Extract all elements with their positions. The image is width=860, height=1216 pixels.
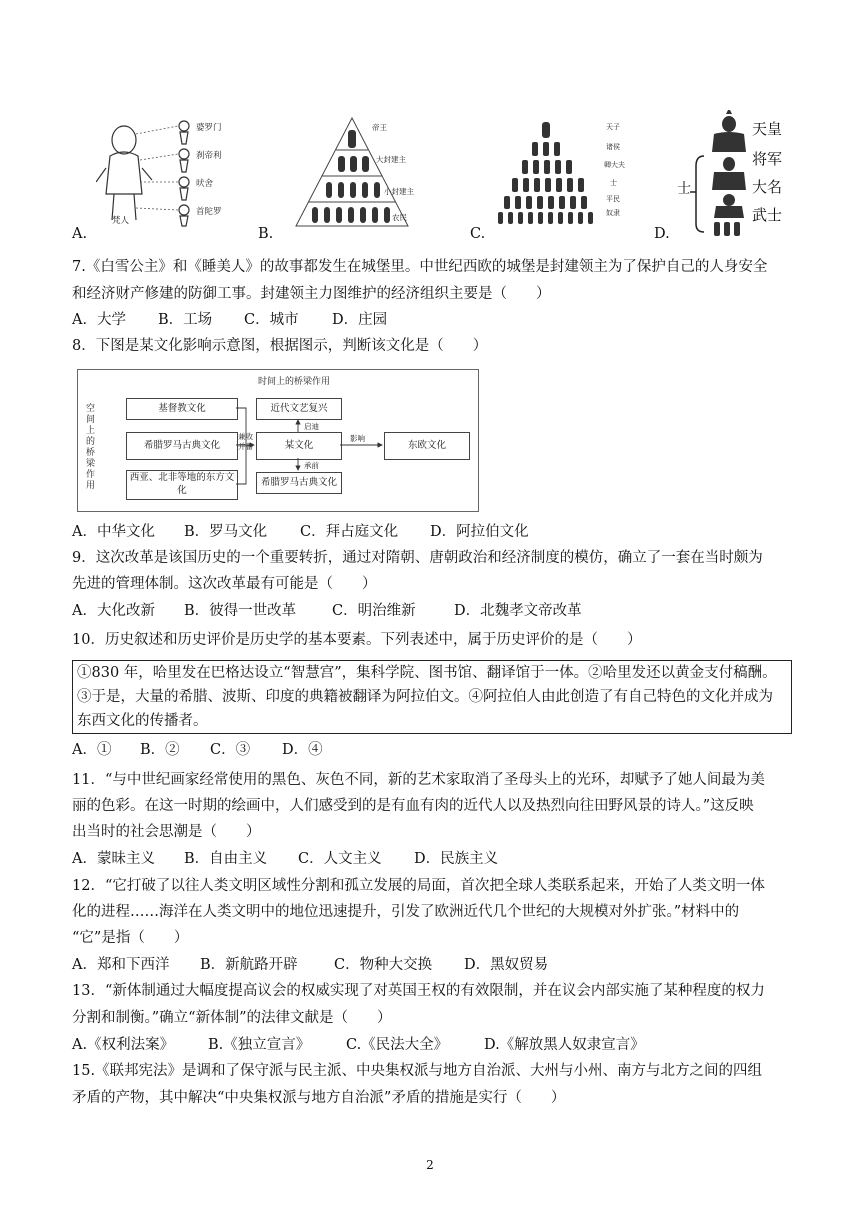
fig-d-label-1: 天皇 — [752, 120, 783, 138]
q12-line-3: “它”是指（ ） — [72, 930, 189, 946]
q9-option-a[interactable]: A．大化改新 — [72, 603, 155, 619]
fig-d-label-4: 武士 — [752, 206, 783, 224]
diagram-side-title: 空间上的桥梁作用 — [86, 404, 96, 491]
q12-option-c[interactable]: C．物种大交换 — [334, 957, 433, 973]
q12-options — [72, 955, 548, 975]
fig-c-label-5: 平民 — [606, 195, 620, 203]
q10-option-c[interactable]: C．③ — [210, 742, 251, 758]
fig-c-label-4: 士 — [610, 179, 617, 187]
q11-options — [72, 849, 498, 869]
q12-option-b[interactable]: B．新航路开辟 — [200, 957, 298, 973]
q13-option-a[interactable]: A.《权利法案》 — [72, 1037, 175, 1053]
q8-options — [72, 522, 529, 542]
q8-option-a[interactable]: A．中华文化 — [72, 524, 155, 540]
q13-option-b[interactable]: B.《独立宣言》 — [208, 1037, 311, 1053]
culture-influence-diagram — [77, 369, 479, 512]
diagram-box-greco-roman-left: 希腊罗马古典文化 — [126, 432, 238, 460]
q10-box-line-2: ③于是，大量的希腊、波斯、印度的典籍被翻译为阿拉伯文。④阿拉伯人由此创造了有自己特色的文化并成为 — [77, 689, 773, 705]
q7-option-a[interactable]: A．大学 — [72, 312, 126, 328]
diagram-box-east-europe: 东欧文化 — [384, 432, 470, 460]
fig-a-label-2: 刹帝利 — [196, 151, 222, 161]
fig-b-label-2: 大封建主 — [376, 155, 406, 164]
figure-option-c[interactable]: C. — [470, 226, 486, 242]
q9-option-b[interactable]: B．彼得一世改革 — [184, 603, 297, 619]
fig-c-label-1: 天子 — [606, 123, 620, 131]
fig-b-label-1: 帝王 — [372, 123, 387, 132]
figure-option-a[interactable]: A. — [72, 226, 88, 242]
diagram-label-merge: 兼收并蓄 — [238, 432, 253, 451]
q15-line-1: 15.《联邦宪法》是调和了保守派与民主派、中央集权派与地方自治派、大州与小州、南方与北方之间的四组 — [72, 1063, 763, 1079]
fig-c-label-6: 奴隶 — [606, 209, 620, 217]
q10-material-box — [72, 660, 792, 734]
fig-a-bottom-label: 梵人 — [112, 216, 130, 226]
q11-line-1: 11．“与中世纪画家经常使用的黑色、灰色不同，新的艺术家取消了圣母头上的光环，却赋予了她人间最为美 — [72, 772, 765, 788]
q7-line-2: 和经济财产修建的防御工事。封建领主力图维护的经济组织主要是（ ） — [72, 286, 551, 302]
diagram-box-greco-roman-bottom: 希腊罗马古典文化 — [256, 472, 342, 494]
diagram-box-christian: 基督教文化 — [126, 398, 238, 420]
q9-option-c[interactable]: C．明治维新 — [332, 603, 416, 619]
q9-line-1: 9．这次改革是该国历史的一个重要转折，通过对隋朝、唐朝政治和经济制度的模仿，确立了一套在当时颇为 — [72, 550, 763, 566]
q7-option-c[interactable]: C．城市 — [244, 312, 299, 328]
q9-option-d[interactable]: D．北魏孝文帝改革 — [454, 603, 582, 619]
fig-c-label-2: 诸侯 — [606, 143, 620, 151]
q8-option-d[interactable]: D．阿拉伯文化 — [430, 524, 529, 540]
q11-option-a[interactable]: A．蒙昧主义 — [72, 851, 155, 867]
q15-line-2: 矛盾的产物，其中解决“中央集权派与地方自治派”矛盾的措施是实行（ ） — [72, 1090, 566, 1106]
q10-option-a[interactable]: A．① — [72, 742, 112, 758]
fig-a-label-4: 首陀罗 — [196, 207, 222, 217]
q11-option-d[interactable]: D．民族主义 — [414, 851, 499, 867]
q13-line-1: 13．“新体制通过大幅度提高议会的权威实现了对英国王权的有效限制，并在议会内部实施了某种程度的权力 — [72, 983, 765, 999]
q12-option-a[interactable]: A．郑和下西洋 — [72, 957, 170, 973]
q11-option-c[interactable]: C．人文主义 — [298, 851, 382, 867]
q11-line-3: 出当时的社会思潮是（ ） — [72, 824, 261, 840]
diagram-box-center: 某文化 — [256, 432, 342, 460]
diagram-top-title: 时间上的桥梁作用 — [258, 377, 331, 387]
q11-option-b[interactable]: B．自由主义 — [184, 851, 268, 867]
q10-options — [72, 740, 323, 760]
q13-line-2: 分割和制衡。”确立“新体制”的法律文献是（ ） — [72, 1010, 392, 1026]
fig-d-label-2: 将军 — [752, 150, 783, 168]
page-number: 2 — [426, 1158, 434, 1172]
fig-a-label-3: 吠舍 — [196, 179, 214, 189]
diagram-arrows — [78, 370, 478, 511]
q10-option-d[interactable]: D．④ — [282, 742, 323, 758]
q7-line-1: 7.《白雪公主》和《睡美人》的故事都发生在城堡里。中世纪西欧的城堡是封建领主为了保护自己的人身安全 — [72, 259, 768, 275]
q11-line-2: 丽的色彩。在这一时期的绘画中，人们感受到的是有血有肉的近代人以及热烈向往田野风景的诗人。”这反映 — [72, 798, 754, 814]
q12-line-1: 12．“它打破了以往人类文明区域性分割和孤立发展的局面，首次把全球人类联系起来，开始了人类文明一体 — [72, 878, 765, 894]
diagram-box-renaissance: 近代文艺复兴 — [256, 398, 342, 420]
q10-option-b[interactable]: B．② — [140, 742, 180, 758]
fig-a-label-1: 婆罗门 — [196, 123, 222, 133]
q10-box-line-1: ①830 年，哈里发在巴格达设立“智慧宫”，集科学院、图书馆、翻译馆于一体。②哈里发还以黄金支付稿酬。 — [77, 665, 777, 681]
diagram-label-down: 承前 — [304, 461, 319, 470]
figure-d-hierarchy — [690, 106, 750, 240]
q13-option-c[interactable]: C.《民法大全》 — [346, 1037, 449, 1053]
diagram-label-right: 影响 — [350, 434, 365, 443]
fig-d-label-3: 大名 — [752, 178, 783, 196]
q13-options — [72, 1035, 645, 1055]
q12-option-d[interactable]: D．黑奴贸易 — [464, 957, 549, 973]
q10-line-1: 10．历史叙述和历史评价是历史学的基本要素。下列表述中，属于历史评价的是（ ） — [72, 632, 642, 648]
diagram-box-eastern: 西亚、北非等地的东方文化 — [126, 470, 238, 500]
fig-d-bracket-label: 士 — [677, 181, 691, 197]
q10-box-line-3: 东西文化的传播者。 — [77, 713, 208, 729]
figure-option-b[interactable]: B. — [258, 226, 274, 242]
q7-option-b[interactable]: B．工场 — [158, 312, 213, 328]
q9-line-2: 先进的管理体制。这次改革最有可能是（ ） — [72, 576, 377, 592]
q9-options — [72, 601, 582, 621]
diagram-label-up: 启迪 — [304, 422, 319, 431]
q8-option-c[interactable]: C．拜占庭文化 — [300, 524, 399, 540]
q12-line-2: 化的进程……海洋在人类文明中的地位迅速提升，引发了欧洲近代几个世纪的大规模对外扩张。”材料中的 — [72, 904, 740, 920]
q7-options — [72, 310, 387, 330]
fig-b-label-4: 农民 — [392, 213, 407, 222]
q13-option-d[interactable]: D.《解放黑人奴隶宣言》 — [484, 1037, 645, 1053]
figure-option-d[interactable]: D. — [654, 226, 670, 242]
fig-b-label-3: 小封建主 — [384, 187, 414, 196]
q7-option-d[interactable]: D．庄园 — [332, 312, 388, 328]
q8-option-b[interactable]: B．罗马文化 — [184, 524, 268, 540]
fig-c-label-3: 卿大夫 — [604, 161, 625, 169]
q8-line-1: 8．下图是某文化影响示意图，根据图示，判断该文化是（ ） — [72, 338, 488, 354]
figure-c-pyramid — [492, 118, 600, 228]
